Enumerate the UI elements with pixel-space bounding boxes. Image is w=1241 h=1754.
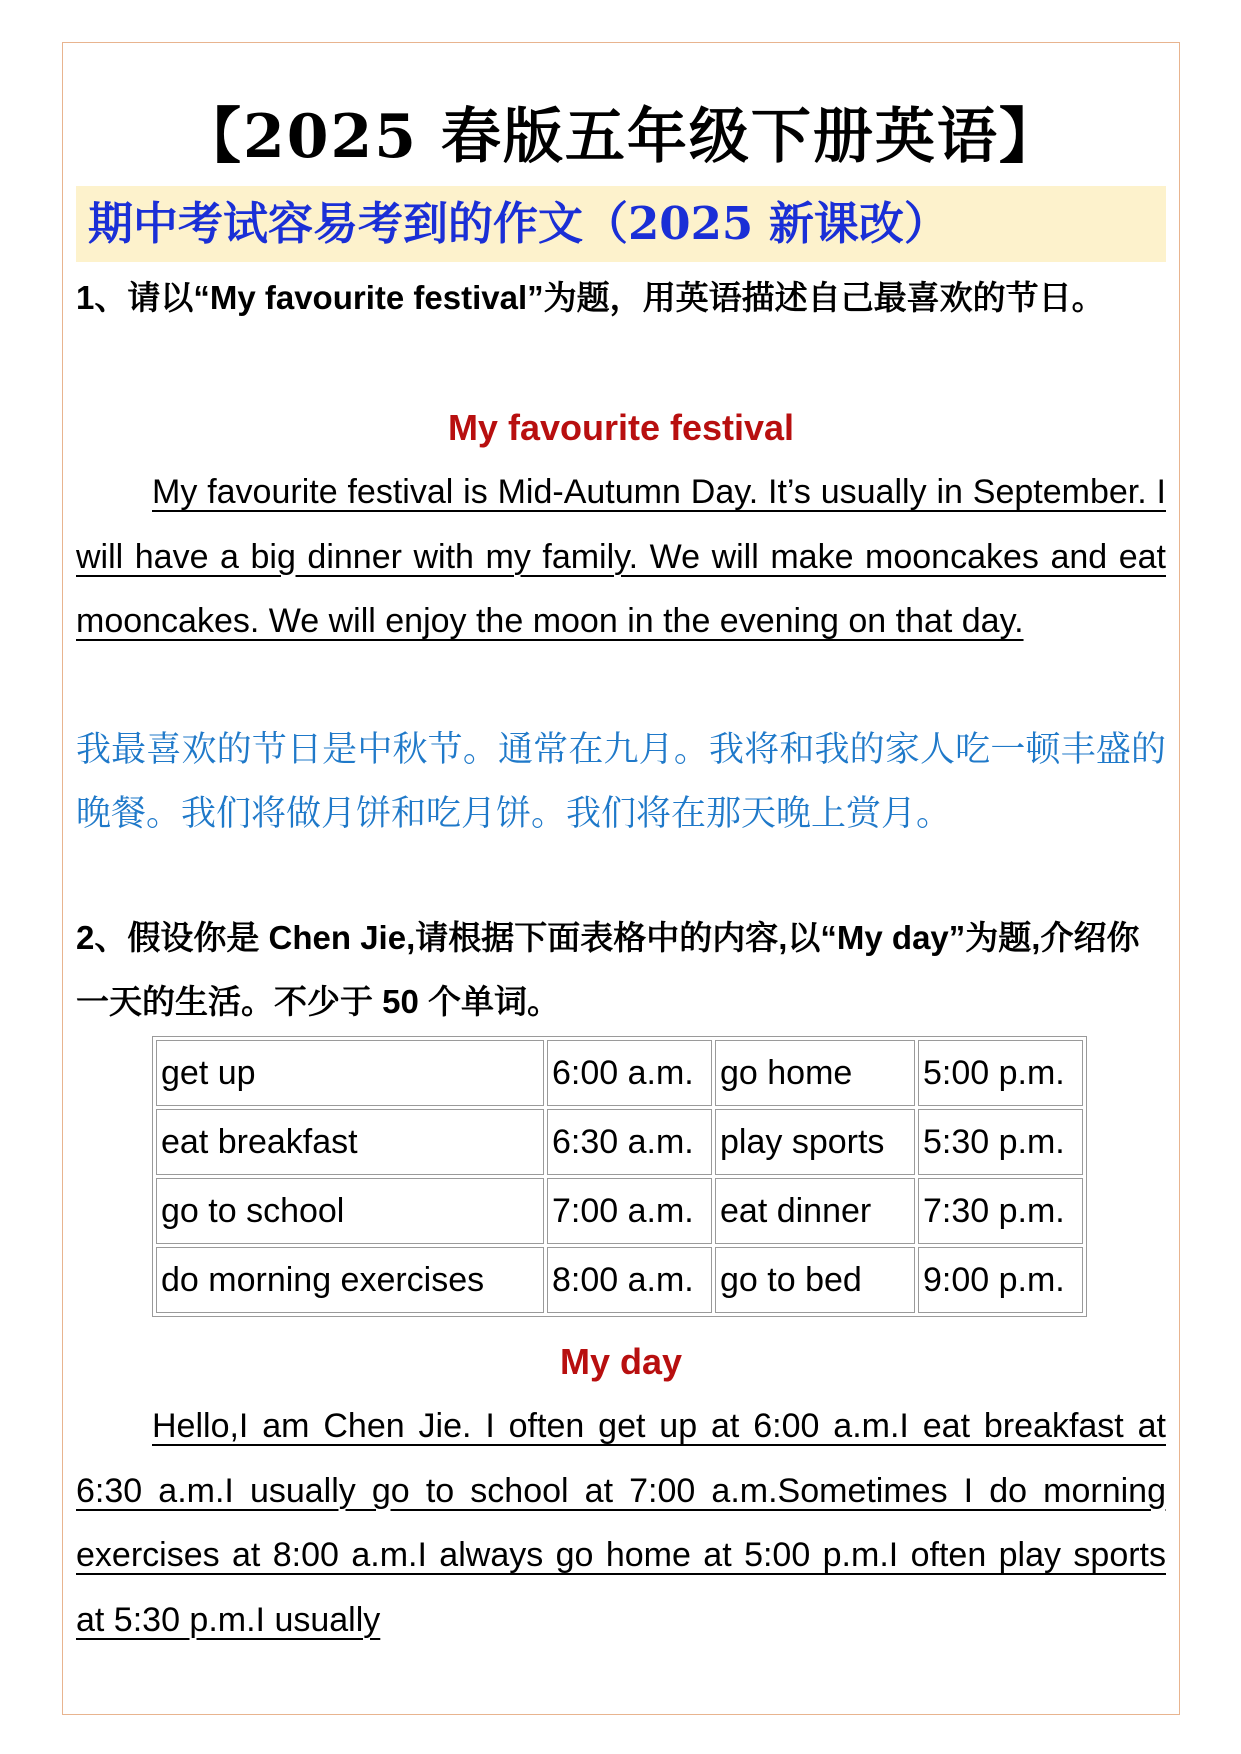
essay-2-body-text: Hello,I am Chen Jie. I often get up at 6:00 a.m.I eat breakfast at 6:30 a.m.I usually go to school at 7:00 a.m.Sometimes I do morning exercises at 8:00 a.m.I always go home at 5:00 p.m.I often play sports at 5:30 p.m.I usually <box>76 1407 1166 1639</box>
main-title: 【2025 春版五年级下册英语】 <box>181 102 1061 172</box>
table-cell: 7:30 p.m. <box>918 1178 1083 1244</box>
table-cell: 6:00 a.m. <box>547 1040 712 1106</box>
essay-1-translation: 我最喜欢的节日是中秋节。通常在九月。我将和我的家人吃一顿丰盛的晚餐。我们将做月饼和吃月饼。我们将在那天晚上赏月。 <box>76 730 1166 833</box>
question-2-section <box>76 906 1166 1034</box>
table-cell: 6:30 a.m. <box>547 1109 712 1175</box>
table-cell: go to bed <box>715 1247 915 1313</box>
translation-1-block <box>76 718 1166 846</box>
question-2-prompt: 2、假设你是 Chen Jie,请根据下面表格中的内容,以“My day”为题,介绍你一天的生活。不少于 50 个单词。 <box>76 919 1140 1020</box>
subtitle-banner: 期中考试容易考到的作文（2025 新课改） <box>76 186 1166 262</box>
essay-2-title: My day <box>559 1341 683 1382</box>
table-cell: 5:30 p.m. <box>918 1109 1083 1175</box>
essay-2-body-block <box>76 1394 1166 1652</box>
table-cell: 5:00 p.m. <box>918 1040 1083 1106</box>
table-cell: go home <box>715 1040 915 1106</box>
table-row <box>156 1178 1083 1244</box>
schedule-table <box>152 1036 1087 1317</box>
table-cell: 7:00 a.m. <box>547 1178 712 1244</box>
essay-1-body-text: My favourite festival is Mid-Autumn Day. It’s usually in September. I will have a big dinner with my family. We will make mooncakes and eat mooncakes. We will enjoy the moon in the evening on that day. <box>76 473 1166 640</box>
essay-2-title-block <box>76 1330 1166 1394</box>
essay-1-title: My favourite festival <box>447 407 795 448</box>
table-cell: go to school <box>156 1178 544 1244</box>
essay-1-body <box>76 460 1166 654</box>
essay-1-body-block <box>76 460 1166 654</box>
table-cell: eat dinner <box>715 1178 915 1244</box>
table-row <box>156 1109 1083 1175</box>
table-cell: get up <box>156 1040 544 1106</box>
essay-2-body <box>76 1394 1166 1652</box>
question-1-prompt: 1、请以“My favourite festival”为题，用英语描述自己最喜欢的节日。 <box>76 279 1105 316</box>
essay-1-title-block <box>76 396 1166 460</box>
table-cell: play sports <box>715 1109 915 1175</box>
table-cell: 8:00 a.m. <box>547 1247 712 1313</box>
table-cell: 9:00 p.m. <box>918 1247 1083 1313</box>
table-cell: eat breakfast <box>156 1109 544 1175</box>
question-1-section <box>76 266 1166 330</box>
table-row <box>156 1247 1083 1313</box>
table-row <box>156 1040 1083 1106</box>
table-cell: do morning exercises <box>156 1247 544 1313</box>
